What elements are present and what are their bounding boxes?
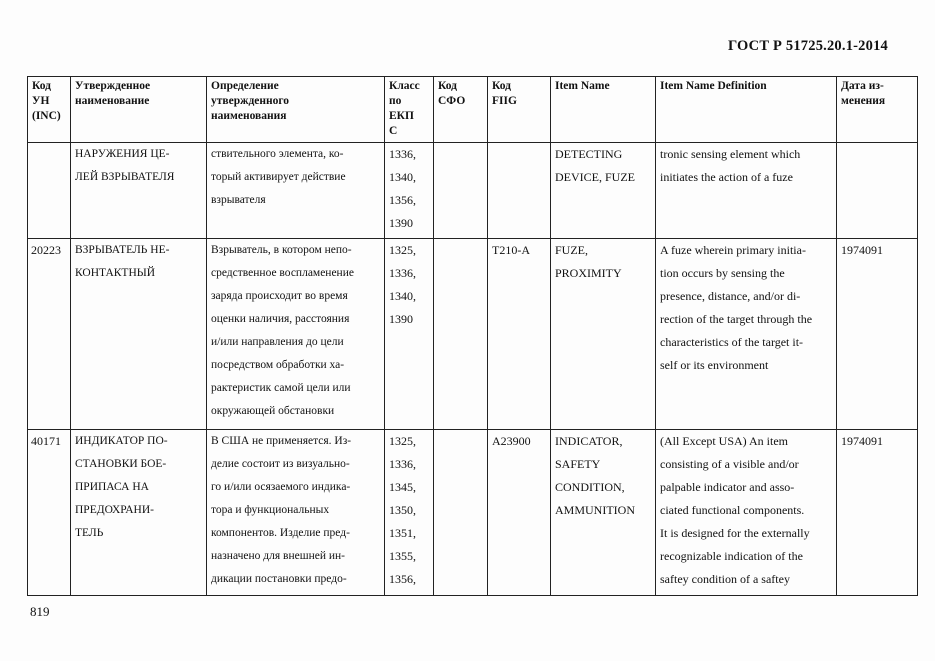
specification-table	[27, 76, 918, 596]
cell-sfo	[434, 430, 488, 596]
cell-approved-name: ВЗРЫВАТЕЛЬ НЕ- КОНТАКТНЫЙ	[71, 239, 207, 430]
cell-definition: ствительного элемента, ко- торый активирует действие взрывателя	[207, 143, 385, 239]
header-date: Дата из- менения	[837, 77, 918, 143]
cell-class: 1325, 1336, 1340, 1390	[385, 239, 434, 430]
cell-definition: Взрыватель, в котором непо- средственное воспламенение заряда происходит во время оценки наличия, расстояния и/или направления до цели посредством обработки ха- рактеристик самой цели или окружающей обстановки	[207, 239, 385, 430]
header-item-name: Item Name	[551, 77, 656, 143]
header-approved-name: Утвержденное наименование	[71, 77, 207, 143]
table-row	[28, 143, 918, 239]
cell-class: 1325, 1336, 1345, 1350, 1351, 1355, 1356,	[385, 430, 434, 596]
header-class: Класс по ЕКП С	[385, 77, 434, 143]
cell-item-name-definition: (All Except USA) An item consisting of a visible and/or palpable indicator and asso- ciated functional components. It is designed for the externally recognizable indication of the saftey condition of a saftey	[656, 430, 837, 596]
table-row	[28, 430, 918, 596]
header-fiig: Код FIIG	[488, 77, 551, 143]
cell-item-name: DETECTING DEVICE, FUZE	[551, 143, 656, 239]
header-inc: Код УН (INC)	[28, 77, 71, 143]
cell-fiig	[488, 143, 551, 239]
cell-fiig: T210-A	[488, 239, 551, 430]
cell-date: 1974091	[837, 430, 918, 596]
header-item-name-definition: Item Name Definition	[656, 77, 837, 143]
cell-approved-name: НАРУЖЕНИЯ ЦЕ- ЛЕЙ ВЗРЫВАТЕЛЯ	[71, 143, 207, 239]
cell-fiig: A23900	[488, 430, 551, 596]
cell-date	[837, 143, 918, 239]
table-row	[28, 239, 918, 430]
document-standard-number: ГОСТ Р 51725.20.1-2014	[727, 38, 888, 54]
cell-item-name-definition: A fuze wherein primary initia- tion occurs by sensing the presence, distance, and/or di- rection of the target through the characteristics of the target it- self or its environment	[656, 239, 837, 430]
cell-item-name-definition: tronic sensing element which initiates the action of a fuze	[656, 143, 837, 239]
cell-sfo	[434, 143, 488, 239]
cell-item-name: INDICATOR, SAFETY CONDITION, AMMUNITION	[551, 430, 656, 596]
cell-sfo	[434, 239, 488, 430]
header-sfo: Код СФО	[434, 77, 488, 143]
cell-approved-name: ИНДИКАТОР ПО- СТАНОВКИ БОЕ- ПРИПАСА НА ПРЕДОХРАНИ- ТЕЛЬ	[71, 430, 207, 596]
page-number: 819	[30, 604, 50, 619]
cell-date: 1974091	[837, 239, 918, 430]
cell-class: 1336, 1340, 1356, 1390	[385, 143, 434, 239]
cell-inc	[28, 143, 71, 239]
cell-item-name: FUZE, PROXIMITY	[551, 239, 656, 430]
cell-inc: 20223	[28, 239, 71, 430]
header-definition: Определение утвержденного наименования	[207, 77, 385, 143]
table-header-row	[28, 77, 918, 143]
cell-inc: 40171	[28, 430, 71, 596]
cell-definition: В США не применяется. Из- делие состоит из визуально- го и/или осязаемого индика- тора и функциональных компонентов. Изделие пред- назначено для внешней ин- дикации постановки предо-	[207, 430, 385, 596]
